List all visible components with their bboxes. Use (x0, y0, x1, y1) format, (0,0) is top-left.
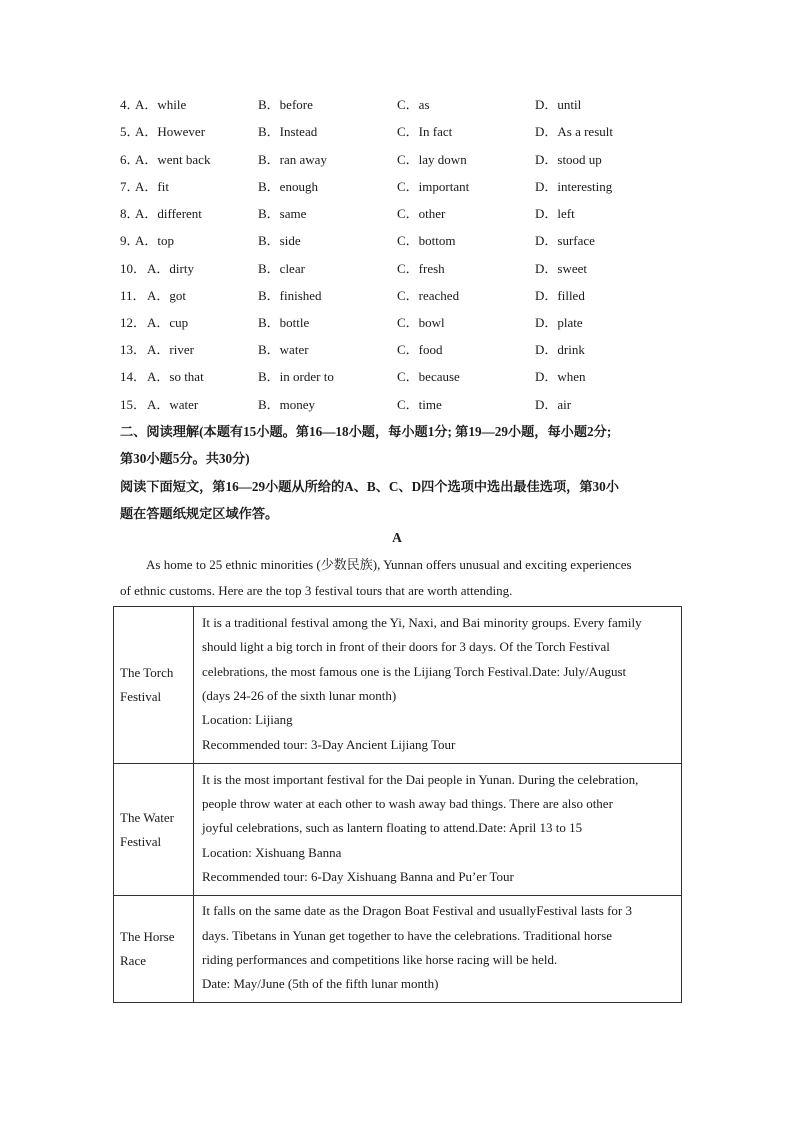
option-b: B．before (258, 97, 313, 112)
description-line: Location: Lijiang (202, 712, 293, 728)
festival-name: Festival (120, 689, 162, 704)
description-line: Recommended tour: 6-Day Xishuang Banna and Pu’er Tour (202, 868, 514, 884)
option-c: C．other (397, 206, 446, 221)
option-a: A．while (135, 97, 187, 112)
description-line: Location: Xishuang Banna (202, 844, 342, 860)
question-number: 4． (120, 97, 140, 112)
option-row (120, 340, 680, 360)
festival-name-cell (114, 896, 194, 1003)
description-line: Date: May/June (5th of the fifth lunar month) (202, 976, 439, 992)
option-b: B．finished (258, 288, 322, 303)
description-line: Recommended tour: 3-Day Ancient Lijiang Tour (202, 736, 456, 752)
option-d: D．plate (535, 315, 583, 330)
festival-name: Race (120, 953, 146, 968)
option-a: A．went back (135, 152, 211, 167)
question-number: 6． (120, 152, 140, 167)
festival-name: The Torch (120, 665, 174, 680)
festival-name: The Water (120, 809, 174, 825)
option-c: C．because (397, 369, 460, 384)
festival-description-cell (194, 607, 682, 764)
option-c: C．In fact (397, 124, 453, 139)
instruction-text: 阅读下面短文，第16—29小题从所给的A、B、C、D四个选项中选出最佳选项，第30小 (120, 479, 619, 494)
festival-name: Festival (120, 833, 162, 849)
question-number: 15． (120, 397, 147, 412)
option-row (120, 150, 680, 170)
option-d: D．until (535, 97, 582, 112)
option-d: D．interesting (535, 179, 613, 194)
section-heading-cont: 第30小题5分。共30分) (120, 451, 250, 466)
option-a: A．cup (147, 315, 189, 330)
festival-description-cell (194, 896, 682, 1003)
question-number: 5． (120, 124, 140, 139)
option-b: B．bottle (258, 315, 310, 330)
option-d: D．sweet (535, 261, 587, 276)
question-number: 12． (120, 315, 147, 330)
option-a: A．However (135, 124, 206, 139)
description-line: (days 24-26 of the sixth lunar month) (202, 688, 397, 703)
option-d: D．As a result (535, 124, 613, 139)
question-number: 8． (120, 206, 140, 221)
section-heading: 二、阅读理解(本题有15小题。第16—18小题，每小题1分; 第19—29小题，每小题2分; (120, 424, 612, 439)
option-c: C．bowl (397, 315, 445, 330)
option-row (120, 395, 680, 415)
table-row (114, 764, 682, 896)
festival-description-cell (194, 764, 682, 896)
option-row (120, 95, 680, 115)
option-row (120, 286, 680, 306)
table-row (114, 896, 682, 1003)
option-c: C．as (397, 97, 430, 112)
description-line: riding performances and competitions like horse racing will be held. (202, 952, 558, 967)
option-d: D．stood up (535, 152, 602, 167)
question-number: 10． (120, 261, 147, 276)
question-number: 13． (120, 342, 147, 357)
description-line: people throw water at each other to wash away bad things. There are also other (202, 796, 613, 812)
option-d: D．air (535, 397, 572, 412)
question-number: 14． (120, 369, 147, 384)
festival-name: The Horse (120, 929, 175, 944)
option-row (120, 259, 680, 279)
option-a: A．got (147, 288, 187, 303)
option-b: B．same (258, 206, 307, 221)
description-line: should light a big torch in front of their doors for 3 days. Of the Torch Festival (202, 639, 610, 655)
option-a: A．river (147, 342, 194, 357)
option-b: B．money (258, 397, 316, 412)
festival-name-cell (114, 764, 194, 896)
description-line: It falls on the same date as the Dragon Boat Festival and usuallyFestival lasts for 3 (202, 903, 632, 919)
option-c: C．food (397, 342, 443, 357)
option-a: A．so that (147, 369, 204, 384)
option-row (120, 231, 680, 251)
intro-paragraph: As home to 25 ethnic minorities (少数民族), Yunnan offers unusual and exciting experiences (146, 557, 632, 572)
option-row (120, 177, 680, 197)
option-a: A．fit (135, 179, 169, 194)
option-row (120, 122, 680, 142)
option-c: C．important (397, 179, 470, 194)
question-number: 9． (120, 233, 140, 248)
option-c: C．bottom (397, 233, 456, 248)
option-c: C．lay down (397, 152, 467, 167)
passage-label: A (392, 530, 402, 545)
option-c: C．reached (397, 288, 460, 303)
option-c: C．time (397, 397, 442, 412)
question-number: 11． (120, 288, 146, 303)
description-line: days. Tibetans in Yunan get together to have the celebrations. Traditional horse (202, 927, 613, 943)
option-a: A．water (147, 397, 199, 412)
option-row (120, 313, 680, 333)
option-b: B．Instead (258, 124, 318, 139)
description-line: celebrations, the most famous one is the Lijiang Torch Festival.Date: July/August (202, 663, 627, 679)
festival-table (113, 606, 682, 1003)
option-b: B．side (258, 233, 301, 248)
option-a: A．top (135, 233, 175, 248)
option-d: D．filled (535, 288, 585, 303)
question-number: 7． (120, 179, 140, 194)
option-d: D．left (535, 206, 575, 221)
option-b: B．enough (258, 179, 318, 194)
instruction-text-cont: 题在答题纸规定区域作答。 (120, 506, 279, 521)
option-row (120, 204, 680, 224)
description-line: It is a traditional festival among the Yi, Naxi, and Bai minority groups. Every family (202, 615, 642, 631)
option-b: B．clear (258, 261, 305, 276)
option-a: A．different (135, 206, 202, 221)
option-b: B．ran away (258, 152, 327, 167)
option-c: C．fresh (397, 261, 445, 276)
option-a: A．dirty (147, 261, 194, 276)
intro-paragraph-cont: of ethnic customs. Here are the top 3 festival tours that are worth attending. (120, 583, 513, 598)
description-line: It is the most important festival for the Dai people in Yunan. During the celebration, (202, 771, 639, 787)
option-row (120, 367, 680, 387)
option-d: D．when (535, 369, 586, 384)
description-line: joyful celebrations, such as lantern floating to attend.Date: April 13 to 15 (202, 820, 583, 836)
option-d: D．surface (535, 233, 595, 248)
table-row (114, 607, 682, 764)
option-b: B．water (258, 342, 309, 357)
option-d: D．drink (535, 342, 585, 357)
festival-name-cell (114, 607, 194, 764)
option-b: B．in order to (258, 369, 334, 384)
